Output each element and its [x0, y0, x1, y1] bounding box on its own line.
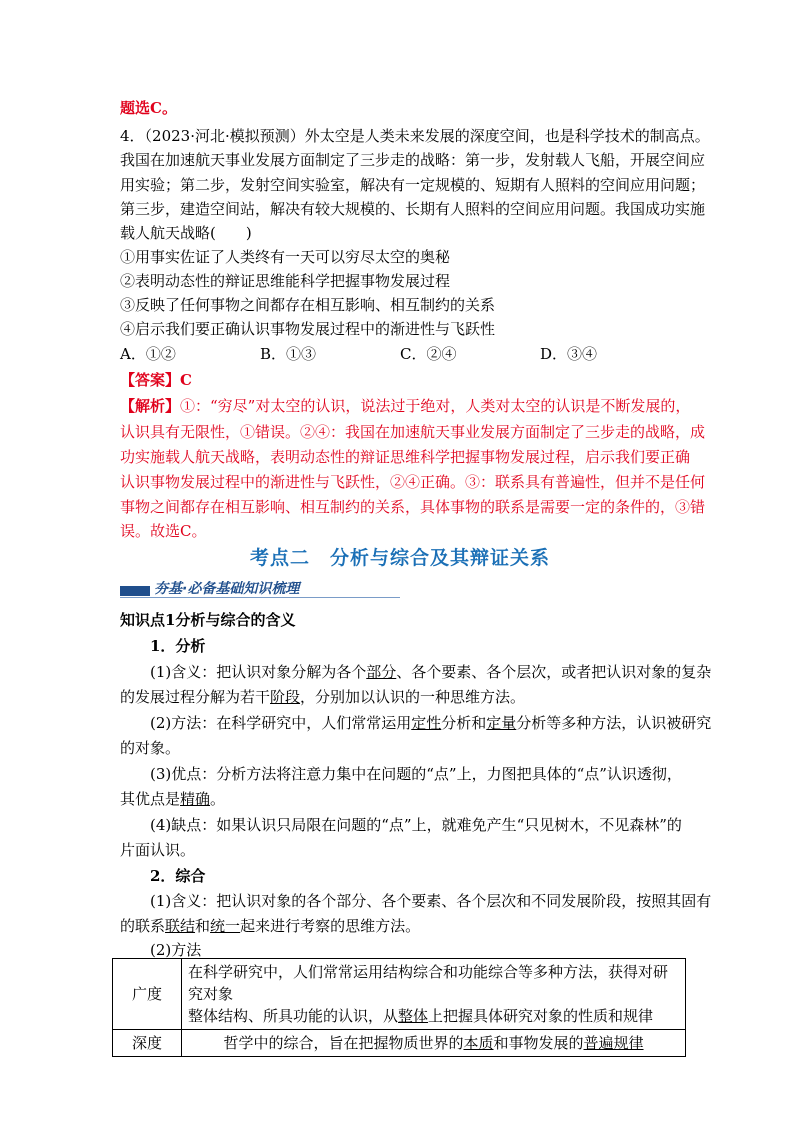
blank-answer: 定性: [411, 714, 442, 732]
analysis-line: 误。故选C。: [120, 522, 207, 540]
analysis-label: 【解析】: [120, 397, 181, 415]
answer-line: [120, 370, 192, 390]
answer-label: 【答案】: [120, 371, 181, 389]
table-row: [113, 959, 686, 1030]
analysis-line: 认识事物发展过程中的渐进性与飞跃性，②④正确。③：联系具有普遍性，但并不是任何: [120, 473, 706, 491]
table-cell: 哲学中的综合，旨在把握物质世界的本质和事物发展的普遍规律: [182, 1030, 686, 1057]
knowledge-point-title: 知识点1分析与综合的含义: [120, 611, 296, 629]
option-d: D．③④: [540, 345, 598, 363]
analysis-method-cont: 的对象。: [120, 739, 181, 757]
analysis-line: 功实施载人航天战略，表明动态性的辩证思维科学把握事物发展过程，启示我们要正确: [120, 448, 691, 466]
analysis-heading: 1．分析: [150, 637, 206, 655]
question-line: 4．（2023·河北·模拟预测）外太空是人类未来发展的深度空间，也是科学技术的制高点。: [120, 127, 710, 145]
synthesis-heading: 2．综合: [150, 867, 206, 885]
section-title: 考点二 分析与综合及其辩证关系: [249, 547, 550, 569]
blank-answer: 本质: [463, 1034, 494, 1052]
question-line: 第三步，建造空间站，解决有较大规模的、长期有人照料的空间应用问题。我国成功实施: [120, 200, 706, 218]
question-line: 我国在加速航天事业发展方面制定了三步走的战略：第一步，发射载人飞船，开展空间应: [120, 151, 706, 169]
option-c: C．②④: [400, 345, 457, 363]
banner-bar: [120, 586, 150, 596]
analysis-drawback: (4)缺点：如果认识只局限在问题的“点”上，就难免产生“只见树木，不见森林”的: [150, 816, 682, 834]
analysis-meaning-cont: 的发展过程分解为若干阶段，分别加以认识的一种思维方法。: [120, 688, 526, 706]
banner-text: 夯基·必备基础知识梳理: [154, 581, 300, 597]
blank-answer: 普遍规律: [583, 1034, 644, 1052]
blank-answer: 阶段: [270, 688, 301, 706]
table-row-head: 深度: [113, 1030, 182, 1057]
table-cell: 在科学研究中，人们常常运用结构综合和功能综合等多种方法，获得对研究对象 整体结构、所具功能的认识，从整体上把握具体研究对象的性质和规律: [182, 959, 686, 1030]
blank-answer: 统一: [210, 917, 241, 935]
analysis-meaning: (1)含义：把认识对象分解为各个部分、各个要素、各个层次，或者把认识对象的复杂: [150, 663, 712, 681]
question-line: 载人航天战略( ): [120, 224, 252, 242]
synthesis-table: [112, 958, 686, 1057]
section-banner: [120, 578, 400, 598]
analysis-line: 事物之间都存在相互影响、相互制约的关系，具体事物的联系是需要一定的条件的，③错: [120, 498, 706, 516]
blank-answer: 整体: [398, 1007, 429, 1025]
statement-1: ①用事实佐证了人类终有一天可以穷尽太空的奥秘: [120, 248, 451, 266]
statement-3: ③反映了任何事物之间都存在相互影响、相互制约的关系: [120, 296, 496, 314]
analysis-line: 认识具有无限性，①错误。②④：我国在加速航天事业发展方面制定了三步走的战略，成: [120, 423, 706, 441]
analysis-line: 【解析】①：“穷尽”对太空的认识，说法过于绝对，人类对太空的认识是不断发展的，: [120, 397, 691, 415]
answer-value: C: [180, 371, 192, 389]
table-row: [113, 1030, 686, 1057]
table-row-head: 广度: [113, 959, 182, 1030]
blank-answer: 定量: [486, 714, 517, 732]
option-b: B．①③: [260, 345, 317, 363]
previous-answer-tail: 题选C。: [120, 99, 177, 117]
analysis-advantage-cont: 其优点是精确。: [120, 790, 226, 808]
blank-answer: 精确: [180, 790, 211, 808]
option-a: A．①②: [120, 345, 176, 363]
blank-answer: 部分: [366, 663, 397, 681]
blank-answer: 联结: [165, 917, 196, 935]
banner-rule: [120, 597, 400, 598]
statement-2: ②表明动态性的辩证思维能科学把握事物发展过程: [120, 272, 451, 290]
synthesis-meaning-cont: 的联系联结和统一起来进行考察的思维方法。: [120, 917, 421, 935]
question-line: 用实验；第二步，发射空间实验室，解决有一定规模的、短期有人照料的空间应用问题；: [120, 176, 706, 194]
analysis-drawback-cont: 片面认识。: [120, 841, 196, 859]
analysis-method: (2)方法：在科学研究中，人们常常运用定性分析和定量分析等多种方法，认识被研究: [150, 714, 712, 732]
synthesis-method: (2)方法: [150, 941, 202, 959]
statement-4: ④启示我们要正确认识事物发展过程中的渐进性与飞跃性: [120, 320, 496, 338]
synthesis-meaning: (1)含义：把认识对象的各个部分、各个要素、各个层次和不同发展阶段，按照其固有: [150, 892, 712, 910]
analysis-advantage: (3)优点：分析方法将注意力集中在问题的“点”上，力图把具体的“点”认识透彻，: [150, 765, 682, 783]
